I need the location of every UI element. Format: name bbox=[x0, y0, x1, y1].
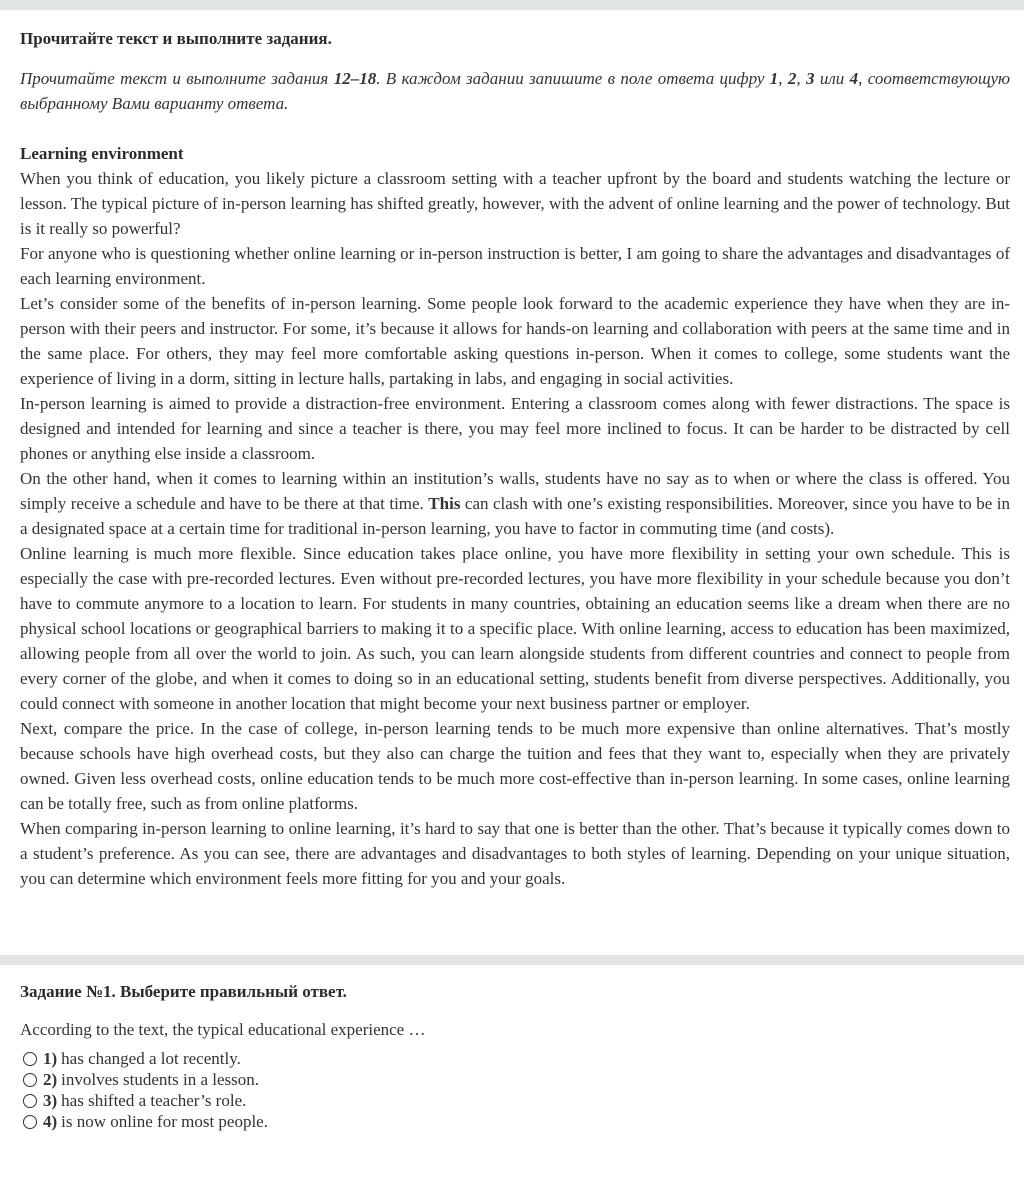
task-range: 12–18 bbox=[333, 69, 377, 88]
option-number: 2) bbox=[43, 1069, 58, 1089]
digit-3: 3 bbox=[806, 69, 815, 88]
section-title: Прочитайте текст и выполните задания. bbox=[20, 29, 332, 48]
option-text: has changed a lot recently. bbox=[61, 1048, 241, 1068]
separator: , bbox=[778, 69, 788, 88]
radio-button-icon[interactable] bbox=[23, 1115, 37, 1129]
paragraph: Next, compare the price. In the case of college, in-person learning tends to be much more expensive than online alternatives. That’s mostly because schools have high overhead costs, but they also can charge the tuition and fees that they want to, especially when they are privately owned. Given less overhead costs, online education tends to be much more cost-effective than in-person learning. In some cases, online learning can be totally free, such as from online platforms. bbox=[20, 719, 1010, 813]
instruction-part: . В каждом задании запишите в поле ответа цифру bbox=[376, 69, 770, 88]
paragraph: In-person learning is aimed to provide a distraction-free environment. Entering a classroom comes along with fewer distractions. The space is designed and intended for learning and since a teacher is there, you may feel more inclined to focus. It can be harder to be distracted by cell phones or anything else inside a classroom. bbox=[20, 394, 1010, 463]
option-text: is now online for most people. bbox=[61, 1111, 268, 1131]
task-section bbox=[20, 979, 1010, 1132]
answer-option-2[interactable] bbox=[20, 1069, 1010, 1090]
task-title: Задание №1. Выберите правильный ответ. bbox=[20, 982, 347, 1001]
radio-button-icon[interactable] bbox=[23, 1094, 37, 1108]
highlighted-word: This bbox=[428, 494, 461, 513]
answer-option-3[interactable] bbox=[20, 1090, 1010, 1111]
option-number: 4) bbox=[43, 1111, 58, 1131]
radio-button-icon[interactable] bbox=[23, 1073, 37, 1087]
paragraph bbox=[20, 466, 1010, 541]
paragraph-part: can clash with one’s existing responsibilities. Moreover, since you have to be in a designated space at a certain time for traditional in-person learning, you have to factor in commuting time (and costs). bbox=[20, 494, 1010, 538]
reading-section bbox=[20, 26, 1010, 891]
answer-options bbox=[20, 1048, 1010, 1132]
question-text: According to the text, the typical educational experience … bbox=[20, 1020, 426, 1039]
option-text: involves students in a lesson. bbox=[61, 1069, 260, 1089]
digit-1: 1 bbox=[769, 69, 779, 88]
text-title: Learning environment bbox=[20, 144, 184, 163]
paragraph: For anyone who is questioning whether online learning or in-person instruction is better, I am going to share the advantages and disadvantages of each learning environment. bbox=[20, 244, 1010, 288]
paragraph: When comparing in-person learning to online learning, it’s hard to say that one is better than the other. That’s because it typically comes down to a student’s preference. As you can see, there are advantages and disadvantages to both styles of learning. Depending on your unique situation, you can determine which environment feels more fitting for you and your goals. bbox=[20, 819, 1010, 888]
digit-4: 4 bbox=[849, 69, 859, 88]
option-number: 1) bbox=[43, 1048, 58, 1068]
section-divider bbox=[0, 955, 1024, 965]
paragraph: Let’s consider some of the benefits of in-person learning. Some people look forward to the academic experience they have when they are in-person with their peers and instructor. For some, it’s because it allows for hands-on learning and collaboration with peers at the same time and in the same place. For others, they may feel more comfortable asking questions in-person. When it comes to college, some students want the experience of living in a dorm, sitting in lecture halls, partaking in labs, and engaging in social activities. bbox=[20, 294, 1010, 388]
instruction-part: Прочитайте текст и выполните задания bbox=[20, 69, 334, 88]
top-divider bbox=[0, 0, 1024, 10]
paragraph-part: On the other hand, when it comes to learning within an institution’s walls, students have no say as to when or where the class is offered. You simply receive a schedule and have to be there at that time. bbox=[20, 469, 1010, 513]
digit-2: 2 bbox=[787, 69, 797, 88]
paragraph: Online learning is much more flexible. Since education takes place online, you have more flexibility in setting your own schedule. This is especially the case with pre-recorded lectures. Even without pre-recorded lectures, you have more flexibility in your schedule because you don’t have to commute anymore to a location to learn. For students in many countries, obtaining an education seems like a dream when there are no physical school locations or geographical barriers to making it to a specific place. With online learning, access to education has been maximized, allowing people from all over the world to join. As such, you can learn alongside students from different countries and connect to people from every corner of the globe, and when it comes to doing so in an educational setting, students benefit from diverse perspectives. Additionally, you could connect with someone in another location that might become your next business partner or employer. bbox=[20, 544, 1010, 713]
instruction-part: , соответствующую выбранному Вами варианту ответа. bbox=[20, 69, 1010, 113]
instruction-text bbox=[20, 66, 1010, 116]
separator: , bbox=[796, 69, 807, 88]
option-text: has shifted a teacher’s role. bbox=[61, 1090, 247, 1110]
option-number: 3) bbox=[43, 1090, 58, 1110]
instruction-part: или bbox=[814, 69, 850, 88]
paragraph: When you think of education, you likely picture a classroom setting with a teacher upfront by the board and students watching the lecture or lesson. The typical picture of in-person learning has shifted greatly, however, with the advent of online learning and the power of technology. But is it really so powerful? bbox=[20, 169, 1010, 238]
answer-option-4[interactable] bbox=[20, 1111, 1010, 1132]
answer-option-1[interactable] bbox=[20, 1048, 1010, 1069]
radio-button-icon[interactable] bbox=[23, 1052, 37, 1066]
